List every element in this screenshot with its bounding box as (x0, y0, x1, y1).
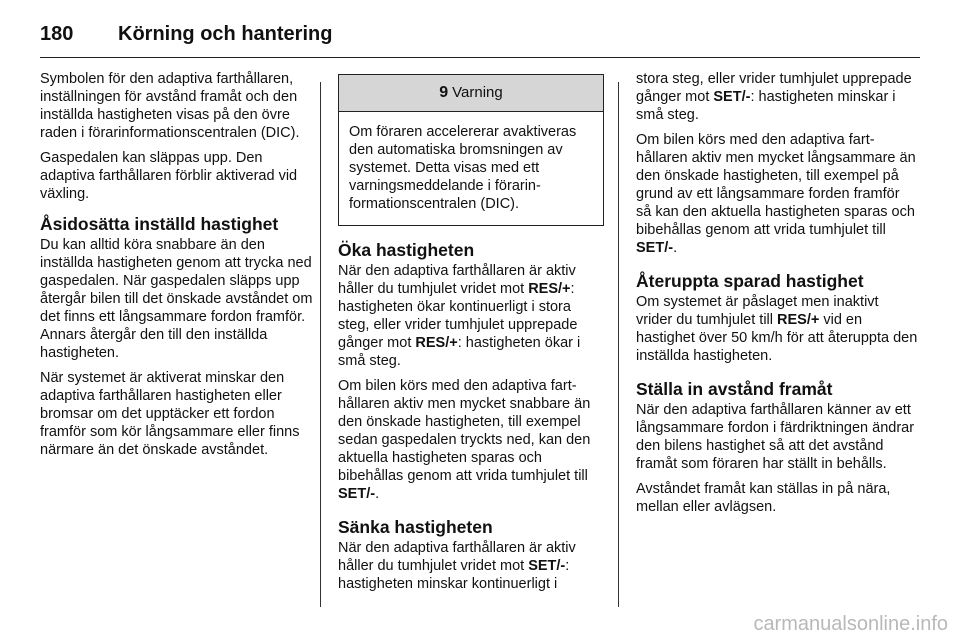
column-1 (40, 70, 314, 466)
watermark: carmanualsonline.info (753, 613, 948, 635)
page-number: 180 (40, 22, 74, 45)
section-heading-distance: Ställa in avstånd framåt (636, 379, 833, 399)
key-label: SET/- (713, 89, 751, 105)
warning-title: Varning (452, 84, 503, 101)
column-2 (338, 70, 604, 600)
paragraph: När den adaptiva farthållaren är aktiv håller du tumhjulet vridet mot RES/+: hastigheten ökar kontinuerligt i stora steg, eller vrider tumhjulet upprepade gånger mot RES/+: hastigheten ökar i små steg. (338, 263, 581, 369)
page-header (40, 14, 920, 54)
section-heading-decrease: Sänka hastigheten (338, 517, 493, 537)
header-rule (40, 57, 920, 58)
column-divider-1 (320, 82, 321, 607)
section-heading-resume: Återuppta sparad hastighet (636, 271, 864, 291)
paragraph: stora steg, eller vrider tumhjulet upprepade gånger mot SET/-: hastigheten minskar i små steg. (636, 71, 912, 123)
paragraph: Om systemet är påslaget men inaktivt vrider du tumhjulet till RES/+ vid en hastighet över 50 km/h för att återuppta den inställda hastigheten. (636, 294, 918, 364)
warning-icon: 9 (439, 84, 449, 101)
paragraph: Om bilen körs med den adaptiva farthållaren aktiv men mycket långsammare än den önskade hastigheten, till exempel på grund av ett långsammare forden framför så kan den aktuella hastigheten sparas och bibehållas genom att vrida tumhjulet till SET/-. (636, 132, 916, 256)
key-label: SET/- (636, 240, 674, 256)
paragraph: När den adaptiva farthållaren känner av ett långsammare fordon i färdriktningen ändrar den bilens hastighet så att det avstånd framåt som föraren har ställt in behålls. (636, 402, 915, 472)
warning-text: Om föraren accelererar avaktiveras den automatiska bromsningen av systemet. Detta visas med ett varningsmeddelande i förarinformationscentralen (DIC). (349, 124, 577, 212)
paragraph: Avståndet framåt kan ställas in på nära, mellan eller avlägsen. (636, 481, 891, 515)
paragraph: När systemet är aktiverat minskar den adaptiva farthållaren hastigheten eller bromsar om det upptäcker ett fordon framför som kör långsammare eller finns närmare än det önskade avståndet. (40, 370, 300, 458)
paragraph: Du kan alltid köra snabbare än den inställda hastigheten genom att trycka ned gaspedalen. När gaspedalen släpps upp återgår bilen till det önskade avståndet om det finns ett långsammare fordon framför. Annars återgår den till den inställda hastigheten. (40, 237, 313, 361)
paragraph: Symbolen för den adaptiva farthållaren, inställningen för avstånd framåt och den inställda hastigheten visas på den övre raden i förarinformationscentralen (DIC). (40, 71, 300, 141)
column-divider-2 (618, 82, 619, 607)
warning-body (339, 112, 603, 225)
paragraph: När den adaptiva farthållaren är aktiv håller du tumhjulet vridet mot SET/-: hastigheten minskar kontinuerligt i (338, 540, 576, 592)
warning-header (339, 75, 603, 112)
section-heading-override: Åsidosätta inställd hastighet (40, 214, 279, 234)
paragraph: Om bilen körs med den adaptiva farthållaren aktiv men mycket snabbare än den önskade hastigheten, till exempel sedan gaspedalen tryckts ned, kan den aktuella hastigheten sparas och bibehållas genom att vrida tumhjulet till SET/-. (338, 378, 591, 502)
column-3 (636, 70, 918, 523)
section-heading-increase: Öka hastigheten (338, 240, 475, 260)
warning-box (338, 74, 604, 226)
chapter-title: Körning och hantering (118, 22, 333, 45)
key-label: SET/- (528, 558, 566, 574)
key-label: RES/+ (528, 281, 571, 297)
key-label: RES/+ (777, 312, 820, 328)
key-label: RES/+ (415, 335, 458, 351)
key-label: SET/- (338, 486, 376, 502)
paragraph: Gaspedalen kan släppas upp. Den adaptiva farthållaren förblir aktiverad vid växling. (40, 150, 298, 202)
